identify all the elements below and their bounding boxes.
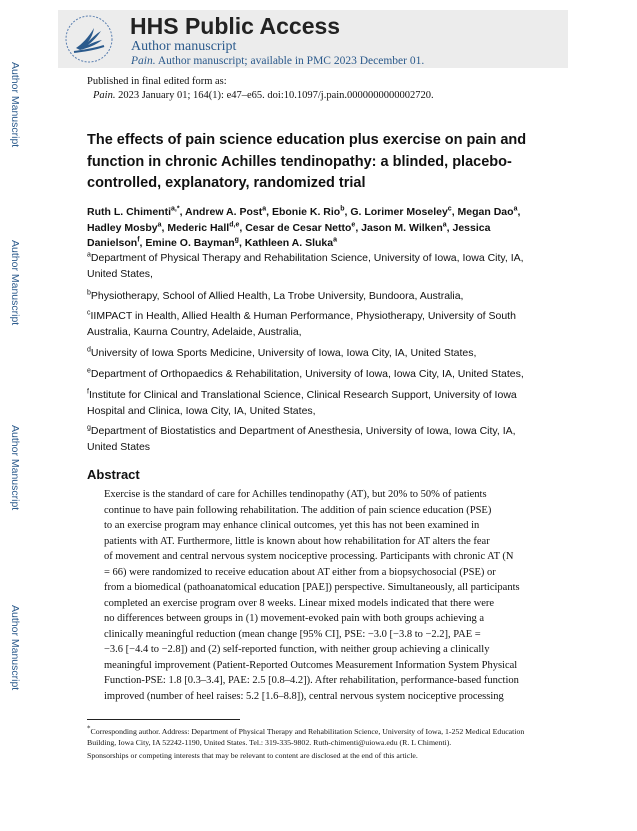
abstract-line: from a biomedical (pathoanatomical education [PAE]) perspective. Simultaneously, all participants [104, 582, 520, 593]
author-affiliation-marker: a [513, 205, 518, 213]
affiliation-f [87, 388, 537, 419]
corresponding-author-note [87, 724, 537, 748]
affiliation-b [87, 289, 537, 305]
abstract-line: Exercise is the standard of care for Achilles tendinopathy (AT), but 20% to 50% of patients [104, 489, 487, 500]
author-list: Ruth L. Chimenti$^{a,*}$, Andrew A. Post$^a$, Ebonie K. Rio$^b$, G. Lorimer Moseley$^c$, Megan Dao$^a$, Hadley Mosby$^a$, Mederic Hall$^{d,e}$, Cesar de Cesar Netto$^e$, Jason M. Wilken$^a$, Jessica Danielson$^f$, Emine O. Bayman$^g$, Kathleen A. Sluka$^a$ [87, 205, 521, 249]
affiliation-marker: d [87, 346, 91, 354]
author-name: Jessica Danielson [87, 221, 491, 249]
hhs-public-access-title: HHS Public Access [130, 13, 341, 39]
affiliation-text: Department of Orthopaedics & Rehabilitation, University of Iowa, Iowa City, IA, United States, [90, 368, 524, 380]
author-affiliation-marker: g [234, 236, 239, 244]
affiliation-c [87, 309, 537, 340]
abstract-line: patients with AT. Furthermore, little is known about how rehabilitation for AT alters the fear [104, 535, 490, 547]
affiliation-d [87, 346, 537, 362]
affiliation-marker: g [87, 424, 91, 432]
sidebar-author-manuscript-2: Author Manuscript [9, 240, 21, 326]
abstract-heading: Abstract [87, 467, 140, 482]
author-name: Hadley Mosby [87, 221, 158, 234]
author-name: G. Lorimer Moseley [350, 206, 448, 218]
affiliation-a [87, 251, 537, 282]
citation-details: 2023 January 01; 164(1): e47–e65. doi:10.1097/j.pain.0000000000002720. [118, 90, 434, 101]
affiliation-marker: c [87, 309, 91, 317]
affiliation-marker: f [87, 388, 89, 396]
hhs-eagle-logo-icon [64, 14, 114, 64]
abstract-line: improved (number of heel raises: 5.2 [1.6–8.8]), central nervous system nociceptive processing [104, 690, 504, 702]
sidebar-author-manuscript-4: Author Manuscript [9, 605, 21, 691]
published-in-label: Published in final edited form as: [87, 76, 227, 87]
author-name: Andrew A. Post [185, 206, 263, 218]
affiliation-g [87, 424, 537, 455]
footnote [87, 724, 537, 762]
abstract-line: clinically meaningful reduction (mean change [95% CI], PSE: −3.0 [−3.8 to −2.2], PAE = [104, 628, 481, 640]
footnote-divider [87, 719, 240, 720]
author-affiliation-marker: d,e [229, 221, 240, 228]
abstract-line: no differences between groups in (1) movement-evoked pain with both groups achieving a [104, 613, 485, 624]
journal-name: Pain. [131, 55, 156, 67]
author-name: Cesar de Cesar Netto [245, 221, 352, 234]
hhs-header [58, 10, 568, 68]
abstract-line: meaningful improvement (Patient-Reported Outcomes Measurement Information System Physical [104, 659, 518, 671]
pmc-availability-line [131, 55, 424, 67]
author-name: Jason M. Wilken [361, 221, 443, 234]
author-affiliation-marker: a [442, 221, 447, 228]
publication-info [87, 75, 434, 103]
abstract-body [104, 487, 534, 704]
affiliation-text: Department of Physical Therapy and Rehabilitation Science, University of Iowa, Iowa City, IA, United States, [87, 252, 524, 280]
author-affiliation-marker: b [340, 205, 345, 213]
affiliation-text: Department of Biostatistics and Department of Anesthesia, University of Iowa, Iowa City, IA, United States [87, 425, 516, 453]
corresponding-author-text: Corresponding author. Address: Department of Physical Therapy and Rehabilitation Science, University of Iowa, 1-252 Medical Education Building, Iowa City, IA 52242-1190, United States. Tel.: 319-335-9802. Ruth-chimenti@uiowa.edu (R. L Chimenti). [87, 727, 525, 747]
author-name: Mederic Hall [167, 221, 230, 234]
abstract-line: completed an exercise program over 8 weeks. Linear mixed models indicated that there were [104, 597, 495, 609]
author-affiliation-marker: e [351, 221, 356, 228]
author-affiliation-marker: a,* [171, 205, 180, 213]
abstract-line: continue to have pain following rehabilitation. The addition of pain science education (PSE) [104, 504, 492, 516]
affiliation-e [87, 367, 537, 383]
author-name: Ebonie K. Rio [271, 206, 341, 218]
author-affiliation-marker: a [262, 205, 267, 213]
sidebar-author-manuscript-1: Author Manuscript [9, 62, 21, 148]
article-title: The effects of pain science education plus exercise on pain and function in chronic Achilles tendinopathy: a blinded, placebo-controlled, explanatory, randomized trial [87, 132, 527, 191]
affiliation-text: Institute for Clinical and Translational Science, Clinical Research Support, University of Iowa Hospital and Clinica, Iowa City, IA, United States, [87, 389, 517, 417]
author-name: Ruth L. Chimenti [87, 206, 171, 218]
affiliation-text: University of Iowa Sports Medicine, University of Iowa, Iowa City, IA, United States, [90, 347, 477, 359]
author-affiliation-marker: f [137, 236, 140, 244]
author-affiliation-marker: c [447, 205, 452, 213]
author-affiliation-marker: a [333, 236, 337, 244]
author-manuscript-subtitle: Author manuscript [131, 39, 237, 54]
affiliation-marker: b [87, 289, 91, 297]
author-name: Emine O. Bayman [145, 237, 235, 249]
author-name: Kathleen A. Sluka [244, 237, 334, 249]
competing-interests-note: Sponsorships or competing interests that may be relevant to content are disclosed at the end of this article. [87, 751, 418, 760]
sidebar-author-manuscript-3: Author Manuscript [9, 425, 21, 511]
abstract-line: Function-PSE: 1.8 [0.3–3.4], PAE: 2.5 [0.8–4.2]). After rehabilitation, performance-based function [104, 675, 519, 686]
availability-text: Author manuscript; available in PMC 2023 December 01. [157, 55, 425, 67]
affiliation-marker: e [87, 367, 91, 375]
citation-journal: Pain. [93, 90, 116, 101]
abstract-line: of movement and central nervous system nociceptive processing. Participants with chronic AT (N [104, 551, 514, 562]
abstract-line: to an exercise program may enhance clinical outcomes, yet this has not been examined in [104, 520, 480, 531]
abstract-line: −3.6 [−4.4 to −2.8]) and (2) self-reported function, with neither group achieving a clinically [104, 644, 490, 655]
affiliation-text: Physiotherapy, School of Allied Health, La Trobe University, Bundoora, Australia, [90, 290, 464, 302]
affiliation-marker: a [87, 251, 91, 259]
abstract-line: = 66) were randomized to receive education about AT either from a biopsychosocial (PSE) or [104, 566, 496, 578]
author-name: Megan Dao [457, 206, 514, 218]
citation-line [87, 89, 434, 103]
footnote-marker: * [87, 724, 91, 733]
author-affiliation-marker: a [157, 221, 162, 228]
affiliation-text: IIMPACT in Health, Allied Health & Human Performance, Physiotherapy, University of South Australia, Kaurna Country, Adelaide, Australia, [87, 310, 516, 338]
